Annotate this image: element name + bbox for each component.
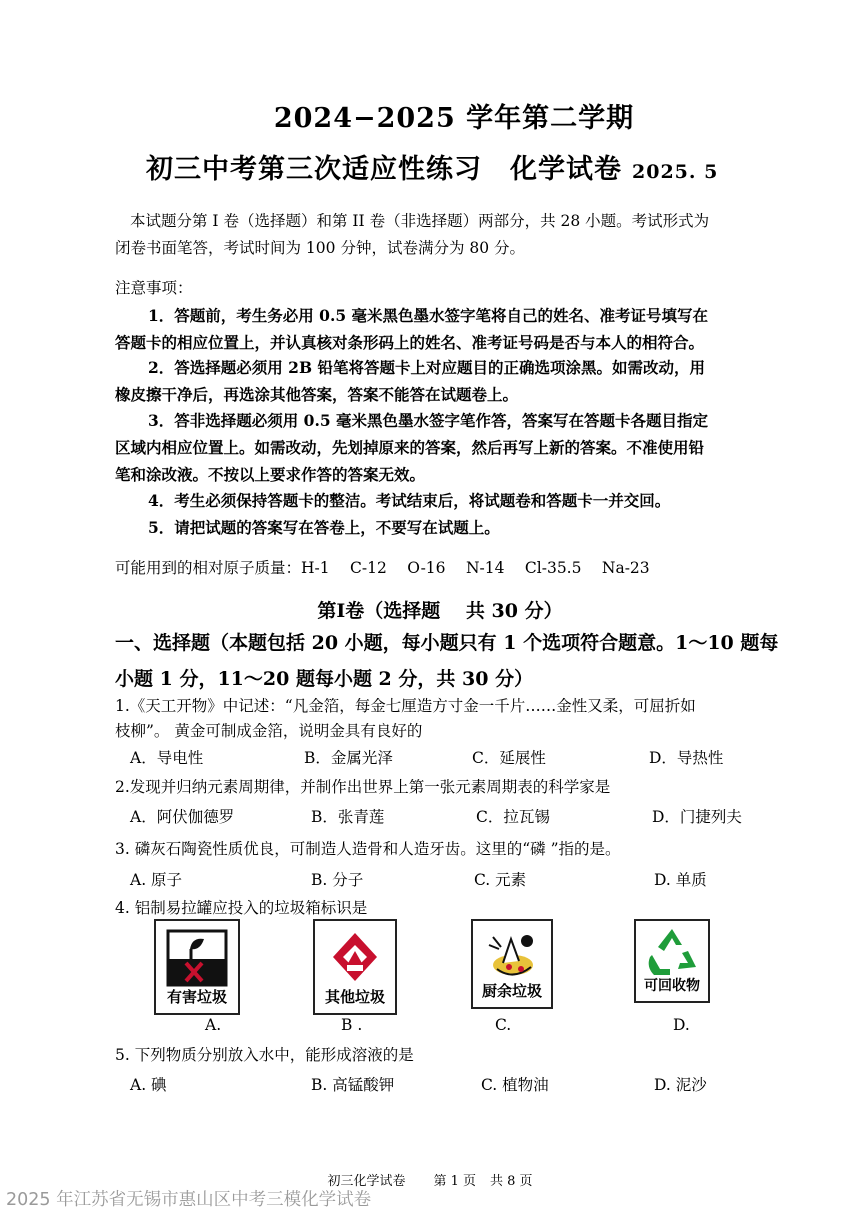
bin-letter-c: C. xyxy=(495,1016,512,1034)
question-2-stem: 2.发现并归纳元素周期律，并制作出世界上第一张元素周期表的科学家是 xyxy=(115,778,611,796)
recycle-icon xyxy=(644,925,700,977)
question-1-stem-cont: 枝柳”。 黄金可制成金箔，说明金具有良好的 xyxy=(115,722,423,740)
note-line: 5．请把试题的答案写在答卷上，不要写在试题上。 xyxy=(148,518,500,537)
question-3-options xyxy=(130,868,770,890)
note-item-3 xyxy=(115,407,775,488)
note-line: 笔和涂改液。不按以上要求作答的答案无效。 xyxy=(115,465,426,484)
hazardous-waste-icon xyxy=(164,929,230,989)
bin-label: 有害垃圾 xyxy=(166,988,227,1006)
option-a: A．导电性 xyxy=(130,749,204,767)
section-head-line-2: 小题 1 分，11～20 题每小题 2 分，共 30 分） xyxy=(115,668,534,690)
note-item-4 xyxy=(115,487,775,514)
bin-letter-b: B . xyxy=(341,1016,363,1034)
option-b: B．金属光泽 xyxy=(304,749,393,767)
note-line: 2．答选择题必须用 2B 铅笔将答题卡上对应题目的正确选项涂黑。如需改动，用 xyxy=(148,358,705,377)
section-title: 第Ⅰ卷（选择题 共 30 分） xyxy=(317,600,563,622)
note-item-5 xyxy=(115,514,775,541)
option-a: A．阿伏伽德罗 xyxy=(130,808,235,826)
question-5-stem: 5. 下列物质分别放入水中，能形成溶液的是 xyxy=(115,1046,414,1064)
question-4-stem: 4. 铝制易拉罐应投入的垃圾箱标识是 xyxy=(115,899,368,917)
option-d: D. 单质 xyxy=(654,871,707,889)
question-1-options xyxy=(130,746,770,768)
bin-label: 厨余垃圾 xyxy=(481,982,542,1000)
exam-title-subject xyxy=(146,147,718,186)
note-line: 答题卡的相应位置上，并认真核对条形码上的姓名、准考证号码是否与本人的相符合。 xyxy=(115,333,705,352)
option-d: D. 泥沙 xyxy=(654,1076,707,1094)
question-2-options xyxy=(130,805,770,827)
option-b: B．张青莲 xyxy=(311,808,385,826)
option-c: C．延展性 xyxy=(472,749,546,767)
option-b: B. 高锰酸钾 xyxy=(311,1076,395,1094)
bin-hazardous xyxy=(154,919,240,1015)
option-d: D．导热性 xyxy=(649,749,724,767)
note-line: 4．考生必须保持答题卡的整洁。考试结束后，将试题卷和答题卡一并交回。 xyxy=(148,491,671,510)
note-line: 橡皮擦干净后，再选涂其他答案，答案不能答在试题卷上。 xyxy=(115,385,519,404)
option-a: A. 碘 xyxy=(130,1076,167,1094)
bin-label: 可回收物 xyxy=(644,978,700,994)
option-b: B. 分子 xyxy=(311,871,364,889)
intro-line-2: 闭卷书面笔答，考试时间为 100 分钟，试卷满分为 80 分。 xyxy=(115,239,526,257)
option-c: C. 元素 xyxy=(474,871,527,889)
note-line: 区域内相应位置上。如需改动，先划掉原来的答案，然后再写上新的答案。不准使用铅 xyxy=(115,438,705,457)
bin-recyclable xyxy=(634,919,710,1003)
option-c: C. 植物油 xyxy=(481,1076,549,1094)
question-3-stem: 3. 磷灰石陶瓷性质优良，可制造人造骨和人造牙齿。这里的“磷 ”指的是。 xyxy=(115,840,621,858)
note-item-2 xyxy=(115,354,775,408)
bin-letter-a: A. xyxy=(205,1016,222,1034)
option-a: A. 原子 xyxy=(130,871,183,889)
notes-heading: 注意事项： xyxy=(115,279,193,297)
option-d: D．门捷列夫 xyxy=(652,808,742,826)
footer-total: 共 8 页 xyxy=(490,1174,533,1189)
note-item-1 xyxy=(115,302,775,356)
exam-date: 2025. 5 xyxy=(632,161,719,183)
footer-page: 第 1 页 xyxy=(433,1174,476,1189)
note-line: 1．答题前，考生务必用 0.5 毫米黑色墨水签字笔将自己的姓名、准考证号填写在 xyxy=(148,306,709,325)
question-5-options xyxy=(130,1073,770,1095)
other-waste-icon xyxy=(325,927,385,987)
question-1-stem: 1.《天工开物》中记述：“凡金箔，每金七厘造方寸金一千片……金性又柔，可屈折如 xyxy=(115,697,696,715)
exam-title-year: 2024−2025 学年第二学期 xyxy=(273,103,635,134)
option-c: C．拉瓦锡 xyxy=(476,808,550,826)
section-head-line-1: 一、选择题（本题包括 20 小题，每小题只有 1 个选项符合题意。1～10 题每 xyxy=(115,632,779,654)
intro-line-1: 本试题分第 I 卷（选择题）和第 II 卷（非选择题）两部分，共 28 小题。考试形式为 xyxy=(130,212,710,230)
kitchen-waste-icon xyxy=(479,925,545,983)
atomic-mass-line: 可能用到的相对原子质量：H-1 C-12 O-16 N-14 Cl-35.5 Na-23 xyxy=(115,559,650,577)
bin-kitchen xyxy=(471,919,553,1009)
watermark: 2025 年江苏省无锡市惠山区中考三模化学试卷 xyxy=(6,1190,372,1210)
bin-other xyxy=(313,919,397,1015)
bin-label: 其他垃圾 xyxy=(324,988,385,1006)
note-line: 3．答非选择题必须用 0.5 毫米黑色墨水签字笔作答，答案写在答题卡各题目指定 xyxy=(148,411,709,430)
footer-subject: 初三化学试卷 xyxy=(327,1174,406,1189)
exam-title-text: 初三中考第三次适应性练习 化学试卷 xyxy=(146,154,622,185)
bin-letter-d: D. xyxy=(673,1016,690,1034)
